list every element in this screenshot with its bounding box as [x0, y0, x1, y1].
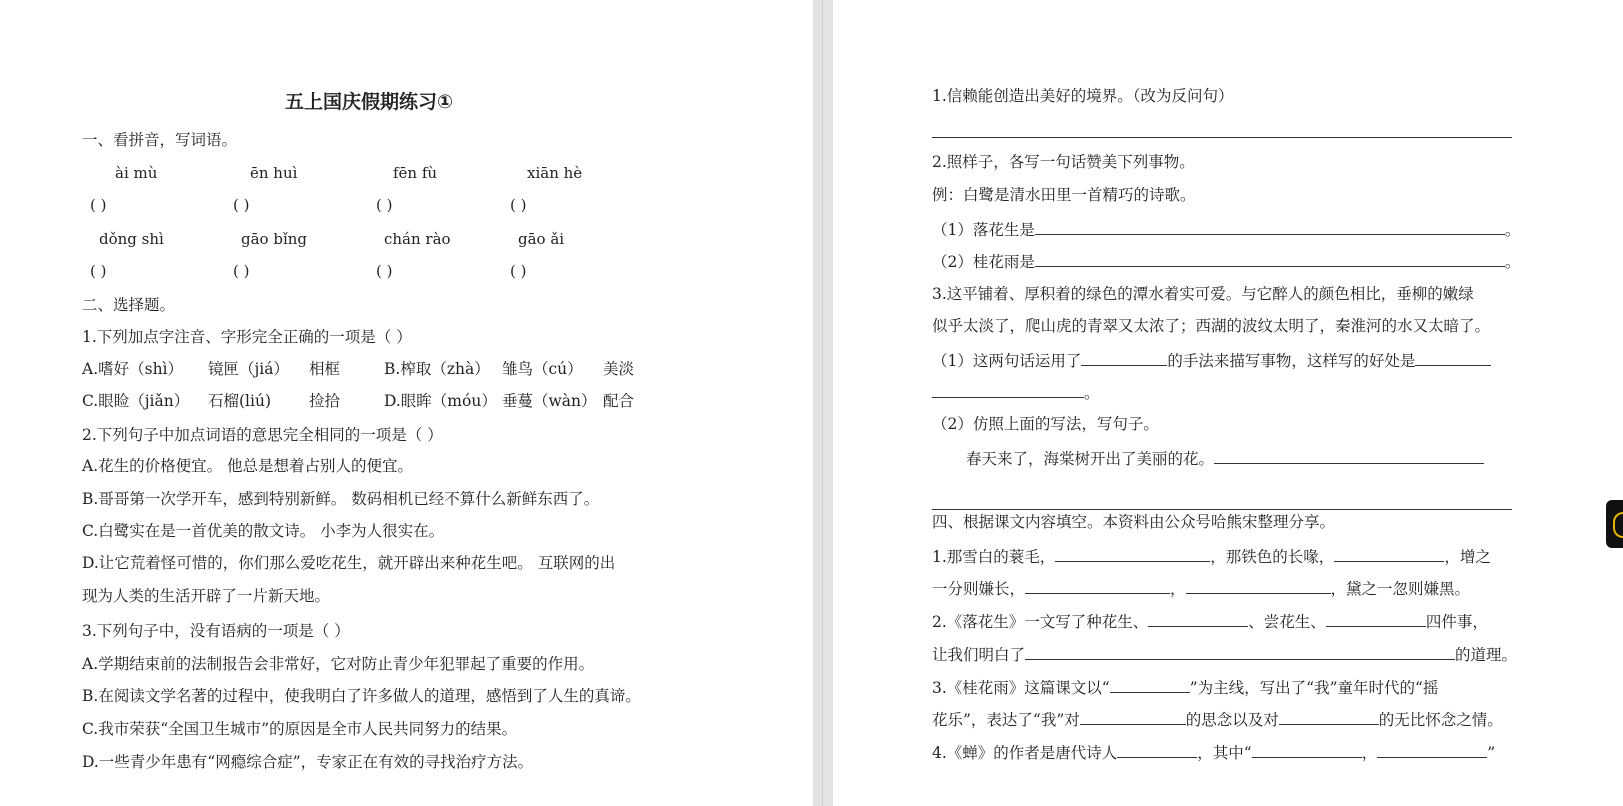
page-gutter: [813, 0, 833, 806]
question-3: 3.下列句子中，没有语病的一项是（ ）: [82, 622, 350, 640]
fill-question-2: [932, 610, 1488, 632]
fill-question-4: [932, 741, 1495, 763]
answer-blank: [1080, 708, 1186, 725]
fill-text: 4.《蝉》的作者是唐代诗人: [932, 744, 1118, 762]
fill-text: 一分则嫌长，: [932, 580, 1026, 598]
answer-blank: [1214, 447, 1484, 464]
praise-item-1: [932, 218, 1520, 240]
q1-option-a-2: 镜匣（jiá）: [208, 360, 290, 378]
answer-blank: [1117, 741, 1197, 758]
fill-question-2-cont: [932, 643, 1517, 665]
period: 。: [1504, 253, 1521, 271]
fill-text: ，: [1361, 744, 1378, 762]
q2-option-a: A.花生的价格便宜。 他总是想着占别人的便宜。: [82, 457, 414, 475]
pinyin-5: dǒng shì: [99, 230, 164, 248]
reading-question-2: （2）仿照上面的写法，写句子。: [932, 415, 1159, 433]
praise-item-2-label: （2）桂花雨是: [932, 253, 1035, 271]
reading-passage-line1: 3.这平铺着、厚积着的绿色的潭水着实可爱。与它醉人的颜色相比，垂柳的嫩绿: [932, 285, 1474, 303]
rewrite-question: 1.信赖能创造出美好的境界。（改为反问句）: [932, 87, 1234, 105]
answer-blank: [1334, 545, 1444, 562]
reading-question-1-cont: [932, 381, 1100, 403]
fill-text: 3.《桂花雨》这篇课文以“: [932, 679, 1110, 697]
fill-text: 四件事，: [1425, 613, 1488, 631]
fill-text: ，增之: [1444, 548, 1491, 566]
fill-text: 2.《落花生》一文写了种花生、: [932, 613, 1149, 631]
reading-question-1: [932, 349, 1491, 371]
fill-text: 1.那雪白的蓑毛，: [932, 548, 1056, 566]
q1-option-b-2: 雏鸟（cú）: [502, 360, 583, 378]
q1-option-b-3: 美淡: [603, 360, 635, 378]
section-2-heading: 二、选择题。: [82, 296, 176, 314]
q1-option-a-3: 相框: [309, 360, 341, 378]
question-1: 1.下列加点字注音、字形完全正确的一项是（ ）: [82, 328, 412, 346]
fill-text: 、尝花生、: [1248, 613, 1326, 631]
answer-blank: [1377, 741, 1487, 758]
fill-question-3: [932, 676, 1438, 698]
q3-option-b: B.在阅读文学名著的过程中，使我明白了许多做人的道理，感悟到了人生的真谛。: [82, 687, 641, 705]
fill-text: 的无比怀念之情。: [1378, 711, 1503, 729]
answer-blank: [1081, 349, 1167, 366]
answer-blank: [1186, 577, 1331, 594]
answer-blank: [1025, 643, 1455, 660]
side-panel-toggle-icon[interactable]: [1606, 500, 1623, 548]
fill-text: ，黛之一忽则嫌黑。: [1330, 580, 1471, 598]
q1-option-d-3: 配合: [603, 392, 635, 410]
answer-line: [932, 137, 1512, 138]
answer-blank: [1025, 577, 1170, 594]
fill-text: 让我们明白了: [932, 646, 1026, 664]
answer-blank: [1035, 250, 1505, 267]
reading-passage-line2: 似乎太淡了，爬山虎的青翠又太浓了；西湖的波纹太明了，秦淮河的水又太暗了。: [932, 317, 1491, 335]
section-1-heading: 一、看拼音，写词语。: [82, 131, 238, 149]
answer-blank: [1148, 610, 1248, 627]
q1-option-c-3: 捡拾: [309, 392, 341, 410]
answer-blank: [932, 381, 1084, 398]
fill-text: 花乐”，表达了“我”对: [932, 711, 1080, 729]
reading-q1-part2: 的手法来描写事物，这样写的好处是: [1167, 352, 1416, 370]
praise-question: 2.照样子，各写一句话赞美下列事物。: [932, 153, 1195, 171]
pinyin-1: ài mù: [115, 164, 158, 182]
fill-text: ”: [1487, 744, 1496, 762]
answer-blank: [1035, 218, 1505, 235]
fill-question-1: [932, 545, 1491, 567]
answer-box: ( ): [510, 196, 527, 214]
answer-blank: [1415, 349, 1491, 366]
fill-text: ”为主线，写出了“我”童年时代的“摇: [1189, 679, 1439, 697]
answer-box: ( ): [510, 262, 527, 280]
answer-box: ( ): [233, 262, 250, 280]
q2-option-b: B.哥哥第一次学开车，感到特别新鲜。 数码相机已经不算什么新鲜东西了。: [82, 490, 600, 508]
q1-option-c-2: 石榴(liú): [208, 392, 271, 410]
q1-option-b-1: B.榨取（zhà）: [384, 360, 490, 378]
fill-text: ，: [1170, 580, 1186, 598]
pinyin-6: gāo bǐng: [241, 230, 308, 248]
answer-blank: [1252, 741, 1362, 758]
q3-option-a: A.学期结束前的法制报告会非常好，它对防止青少年犯罪起了重要的作用。: [82, 655, 595, 673]
q1-option-d-2: 垂蔓（wàn）: [502, 392, 597, 410]
q1-option-d-1: D.眼眸（móu）: [384, 392, 497, 410]
praise-item-1-label: （1）落花生是: [932, 221, 1035, 239]
answer-blank: [1326, 610, 1426, 627]
praise-example: 例：白鹭是清水田里一首精巧的诗歌。: [932, 186, 1196, 204]
fill-text: 的思念以及对: [1185, 711, 1279, 729]
answer-box: ( ): [233, 196, 250, 214]
page-title: 五上国庆假期练习①: [285, 91, 454, 113]
answer-box: ( ): [90, 196, 107, 214]
answer-box: ( ): [376, 262, 393, 280]
answer-blank: [1279, 708, 1379, 725]
worksheet-page-right: [833, 0, 1623, 806]
question-2: 2.下列句子中加点词语的意思完全相同的一项是（ ）: [82, 426, 443, 444]
fill-question-1-cont: [932, 577, 1470, 599]
q1-option-c-1: C.眼睑（jiǎn）: [82, 392, 190, 410]
answer-box: ( ): [376, 196, 393, 214]
q3-option-c: C.我市荣获“全国卫生城市”的原因是全市人民共同努力的结果。: [82, 720, 518, 738]
praise-item-2: [932, 250, 1520, 272]
imitation-sentence: [966, 447, 1484, 469]
answer-box: ( ): [90, 262, 107, 280]
answer-blank: [1110, 676, 1190, 693]
period: 。: [1084, 384, 1100, 402]
pinyin-4: xiān hè: [527, 164, 583, 182]
period: 。: [1504, 221, 1521, 239]
q2-option-c: C.白鹭实在是一首优美的散文诗。 小李为人很实在。: [82, 522, 445, 540]
page-divider: [822, 0, 823, 806]
q1-option-a-1: A.嗜好（shì）: [82, 360, 184, 378]
q3-option-d: D.一些青少年患有“网瘾综合症”，专家正在有效的寻找治疗方法。: [82, 753, 534, 771]
reading-q1-part1: （1）这两句话运用了: [932, 352, 1082, 370]
pinyin-2: ēn huì: [250, 164, 298, 182]
pinyin-3: fēn fù: [393, 164, 438, 182]
fill-text: ，那铁色的长喙，: [1210, 548, 1335, 566]
section-4-heading: 四、根据课文内容填空。本资料由公众号哈熊宋整理分享。: [932, 513, 1336, 531]
pinyin-7: chán rào: [384, 230, 451, 248]
answer-blank: [1055, 545, 1210, 562]
imitation-prompt: 春天来了，海棠树开出了美丽的花。: [966, 450, 1215, 468]
fill-text: 的道理。: [1455, 646, 1518, 664]
pinyin-8: gāo ǎi: [518, 230, 565, 248]
fill-text: ，其中“: [1197, 744, 1252, 762]
answer-line: [932, 509, 1512, 510]
q2-option-d-line2: 现为人类的生活开辟了一片新天地。: [82, 587, 331, 605]
q2-option-d-line1: D.让它荒着怪可惜的，你们那么爱吃花生，就开辟出来种花生吧。 互联网的出: [82, 554, 616, 572]
fill-question-3-cont: [932, 708, 1503, 730]
